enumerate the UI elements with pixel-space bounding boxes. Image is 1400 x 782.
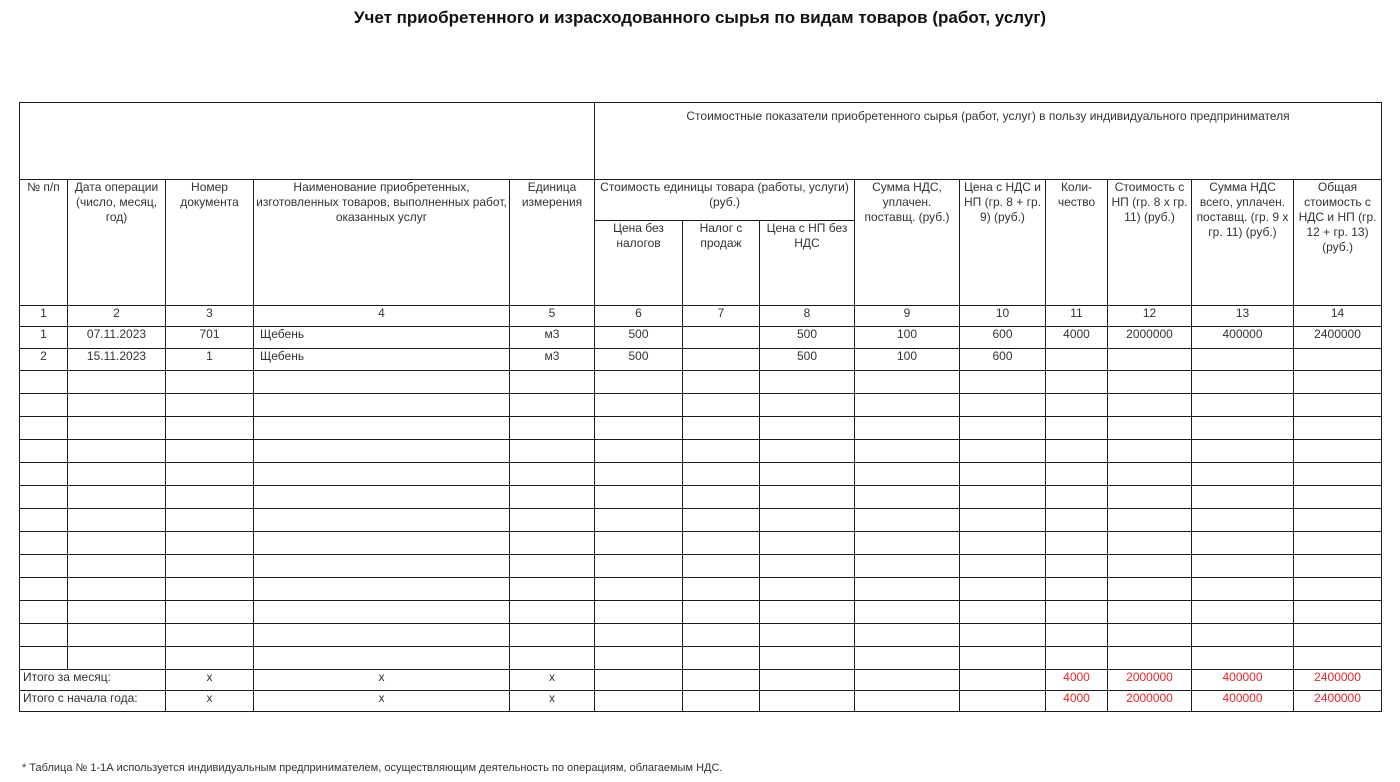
empty-row [20, 532, 1382, 555]
empty-row [20, 371, 1382, 394]
row-vat-total: 400000 [1192, 327, 1294, 349]
row-qty [1046, 349, 1108, 371]
row-date: 15.11.2023 [68, 349, 166, 371]
header-name: Наименование приобретенных, изготовленных товаров, выполненных работ, оказанных услуг [254, 180, 510, 306]
footnote: * Таблица № 1-1А используется индивидуальным предпринимателем, осуществляющим деятельность по операциям, облагаемым НДС. [22, 762, 723, 774]
column-number: 6 [595, 306, 683, 327]
row-total: 2400000 [1294, 327, 1382, 349]
header-price-no-tax: Цена без налогов [595, 221, 683, 306]
total-month-row [20, 670, 1382, 691]
row-doc: 701 [166, 327, 254, 349]
total-month-x: x [166, 670, 254, 691]
empty-row [20, 463, 1382, 486]
total-year-x: x [254, 691, 510, 712]
total-month-qty: 4000 [1046, 670, 1108, 691]
empty-row [20, 394, 1382, 417]
column-number-row [20, 306, 1382, 327]
row-tax [683, 327, 760, 349]
total-month-x: x [254, 670, 510, 691]
row-num: 2 [20, 349, 68, 371]
total-month-label: Итого за месяц: [20, 670, 166, 691]
empty-row [20, 486, 1382, 509]
total-year-total: 2400000 [1294, 691, 1382, 712]
row-vat-total [1192, 349, 1294, 371]
row-tax [683, 349, 760, 371]
column-number: 8 [760, 306, 855, 327]
total-year-x: x [510, 691, 595, 712]
empty-row [20, 601, 1382, 624]
header-price-vat-np: Цена с НДС и НП (гр. 8 + гр. 9) (руб.) [960, 180, 1046, 306]
row-qty: 4000 [1046, 327, 1108, 349]
total-year-vat: 400000 [1192, 691, 1294, 712]
total-year-cost: 2000000 [1108, 691, 1192, 712]
row-name: Щебень [254, 349, 510, 371]
row-cost [1108, 349, 1192, 371]
row-doc: 1 [166, 349, 254, 371]
row-price: 500 [595, 349, 683, 371]
header-cost-np: Стоимость с НП (гр. 8 x гр. 11) (руб.) [1108, 180, 1192, 306]
main-header: Стоимостные показатели приобретенного сырья (работ, услуг) в пользу индивидуального предпринимателя [595, 103, 1382, 180]
row-price-np: 500 [760, 349, 855, 371]
header-doc: Номер документа [166, 180, 254, 306]
total-year-x: x [166, 691, 254, 712]
row-cost: 2000000 [1108, 327, 1192, 349]
header-price-np-no-vat: Цена с НП без НДС [760, 221, 855, 306]
ledger-table [19, 102, 1382, 712]
row-price: 500 [595, 327, 683, 349]
column-number: 3 [166, 306, 254, 327]
header-total-cost: Общая стоимость с НДС и НП (гр. 12 + гр. 13) (руб.) [1294, 180, 1382, 306]
total-year-label: Итого с начала года: [20, 691, 166, 712]
header-unit: Единица измерения [510, 180, 595, 306]
row-name: Щебень [254, 327, 510, 349]
header-date: Дата операции (число, месяц, год) [68, 180, 166, 306]
column-number: 5 [510, 306, 595, 327]
empty-row [20, 509, 1382, 532]
empty-row [20, 647, 1382, 670]
total-year-row [20, 691, 1382, 712]
total-month-cost: 2000000 [1108, 670, 1192, 691]
total-month-x: x [510, 670, 595, 691]
row-date: 07.11.2023 [68, 327, 166, 349]
header-vat-total: Сумма НДС всего, уплачен. поставщ. (гр. 9 x гр. 11) (руб.) [1192, 180, 1294, 306]
total-month-total: 2400000 [1294, 670, 1382, 691]
total-year-qty: 4000 [1046, 691, 1108, 712]
column-number: 2 [68, 306, 166, 327]
header-sales-tax: Налог с продаж [683, 221, 760, 306]
row-price-np: 500 [760, 327, 855, 349]
row-price-vat: 600 [960, 349, 1046, 371]
column-number: 11 [1046, 306, 1108, 327]
row-vat: 100 [855, 327, 960, 349]
blank-header-cell [20, 103, 595, 180]
row-unit: м3 [510, 349, 595, 371]
total-month-vat: 400000 [1192, 670, 1294, 691]
header-cost-unit: Стоимость единицы товара (работы, услуги) (руб.) [595, 180, 855, 221]
table-row [20, 349, 1382, 371]
empty-row [20, 555, 1382, 578]
row-unit: м3 [510, 327, 595, 349]
column-number: 14 [1294, 306, 1382, 327]
row-price-vat: 600 [960, 327, 1046, 349]
page-title: Учет приобретенного и израсходованного сырья по видам товаров (работ, услуг) [353, 8, 1047, 27]
row-num: 1 [20, 327, 68, 349]
empty-row [20, 417, 1382, 440]
column-number: 4 [254, 306, 510, 327]
column-number: 12 [1108, 306, 1192, 327]
column-number: 1 [20, 306, 68, 327]
column-number: 13 [1192, 306, 1294, 327]
header-num: № п/п [20, 180, 68, 306]
empty-row [20, 578, 1382, 601]
row-vat: 100 [855, 349, 960, 371]
table-row [20, 327, 1382, 349]
row-total [1294, 349, 1382, 371]
empty-row [20, 440, 1382, 463]
header-qty: Коли-чество [1046, 180, 1108, 306]
empty-row [20, 624, 1382, 647]
column-number: 10 [960, 306, 1046, 327]
header-vat-paid: Сумма НДС, уплачен. поставщ. (руб.) [855, 180, 960, 306]
column-number: 7 [683, 306, 760, 327]
column-number: 9 [855, 306, 960, 327]
